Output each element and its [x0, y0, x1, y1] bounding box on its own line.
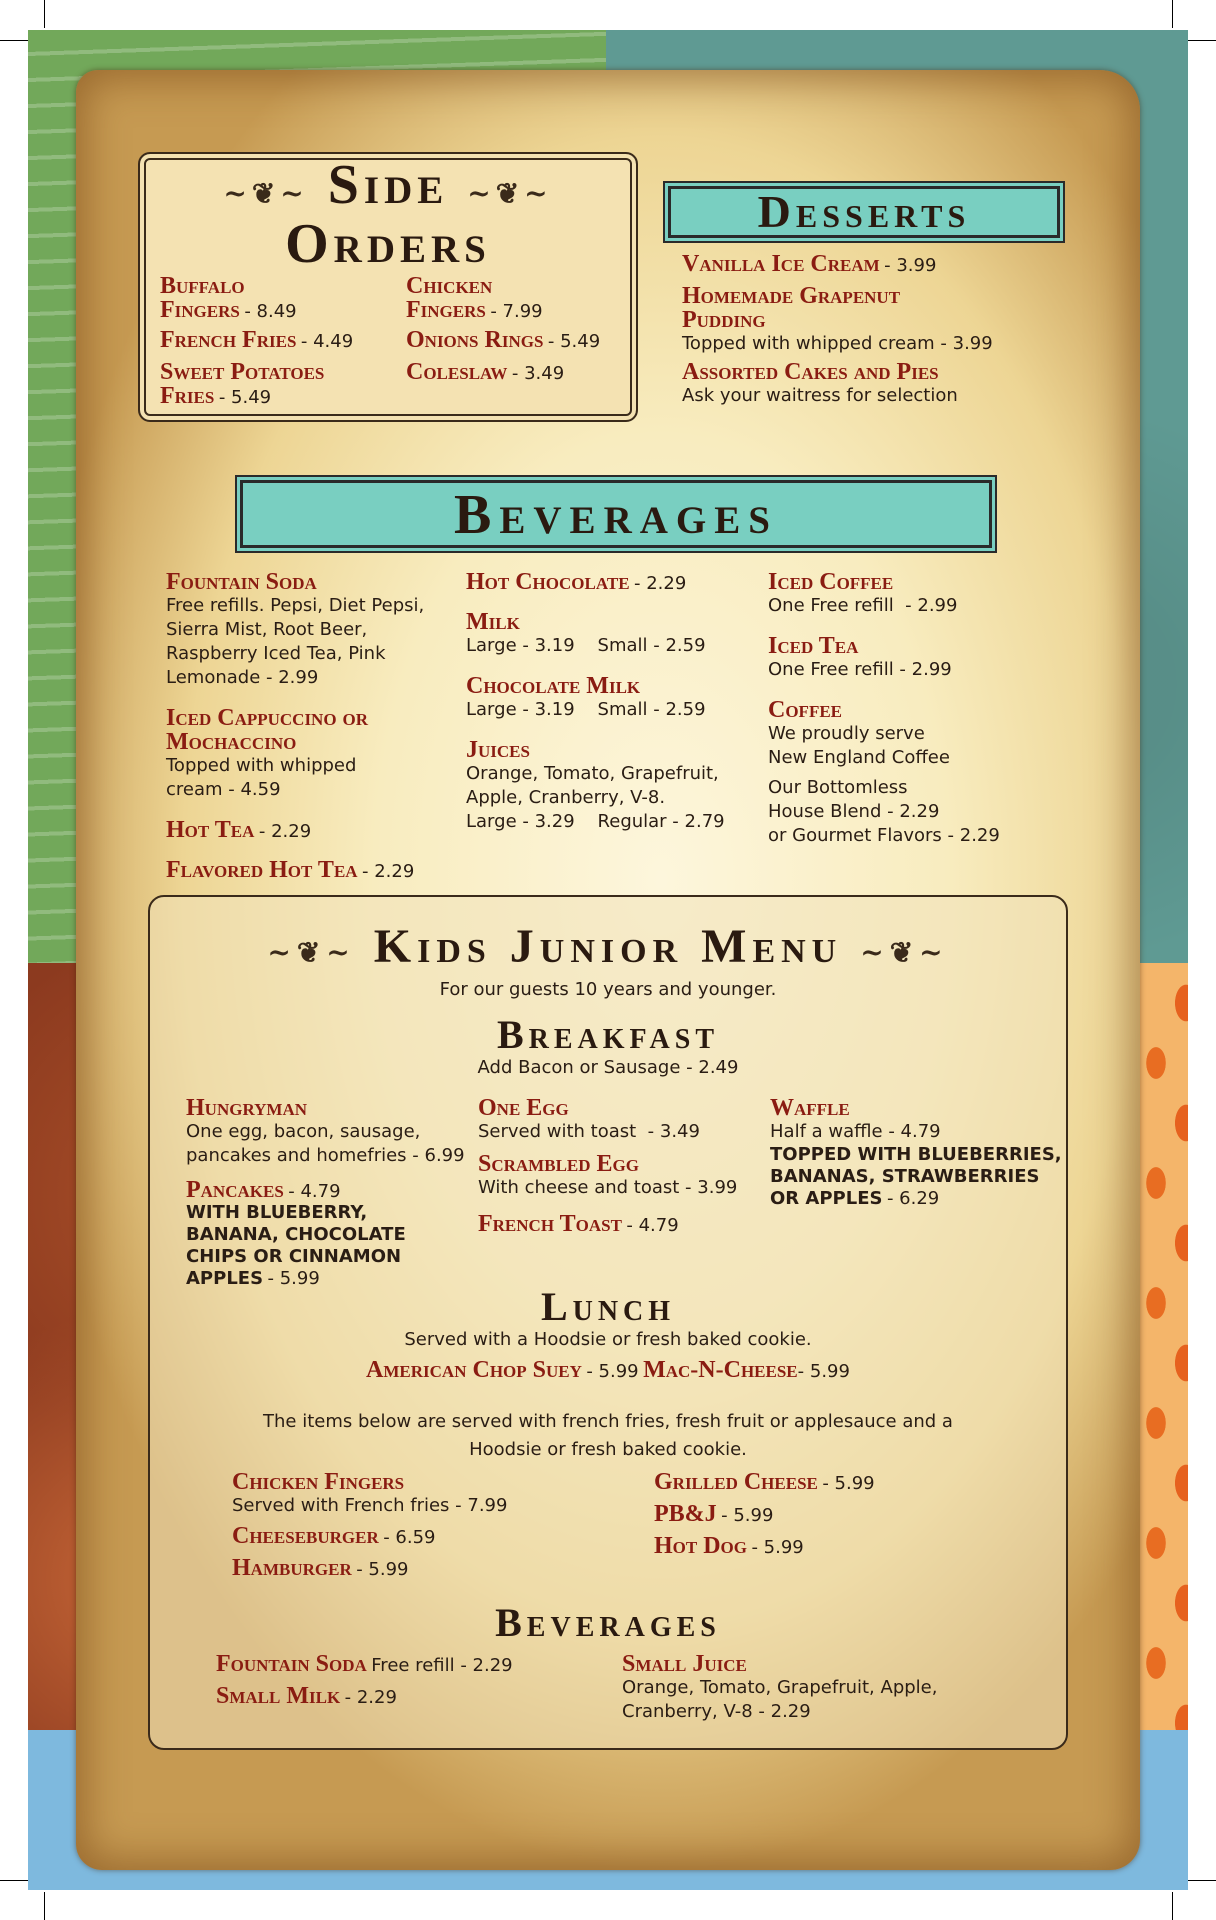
kids-scrambled-egg — [478, 1152, 737, 1200]
desserts-title: Desserts — [757, 186, 971, 237]
item-option: BANANAS, STRAWBERRIES — [770, 1166, 1040, 1187]
crop-mark — [0, 40, 28, 41]
item-description: Served with French fries - 7.99 — [232, 1495, 508, 1516]
item-name: Onions Rings — [406, 327, 544, 353]
item-price: - 7.99 — [490, 301, 543, 322]
beverage-iced-tea — [768, 634, 952, 682]
item-name: Hot Dog — [654, 1533, 748, 1559]
item-name: Mac-N-Cheese — [643, 1357, 798, 1383]
item-name: American Chop Suey — [366, 1357, 582, 1383]
item-price: - 2.29 — [634, 573, 687, 594]
item-name: Assorted Cakes and Pies — [682, 359, 939, 385]
flourish-left-icon: ~❦~ — [267, 936, 356, 969]
item-price: - 3.49 — [511, 363, 565, 384]
beverage-milk — [466, 610, 706, 658]
item-price: - 2.29 — [258, 821, 312, 842]
kids-small-milk — [216, 1684, 397, 1708]
item-name: Hungryman — [186, 1095, 307, 1121]
kids-menu-title-text: Kids Junior Menu — [373, 920, 843, 973]
flourish-left-icon: ~❦~ — [223, 177, 309, 210]
side-item-french-fries — [160, 328, 353, 352]
item-price: - 5.99 — [797, 1361, 850, 1382]
item-price: - 8.49 — [244, 301, 297, 322]
item-name: Mochaccino — [166, 729, 297, 755]
item-price: - 2.29 — [362, 861, 415, 882]
item-name: Small Milk — [216, 1683, 341, 1709]
item-name: Iced Tea — [768, 633, 859, 659]
item-name: Chocolate Milk — [466, 673, 641, 699]
flourish-right-icon: ~❦~ — [860, 936, 949, 969]
item-description: Topped with whipped cream - 3.99 — [682, 333, 993, 354]
item-name: Juices — [466, 737, 530, 763]
item-description: Lemonade - 2.99 — [166, 667, 319, 688]
item-description: Sierra Mist, Root Beer, — [166, 619, 368, 640]
item-name: French Fries — [160, 327, 297, 353]
dessert-cakes-and-pies — [682, 360, 958, 408]
kids-waffle — [770, 1096, 1062, 1210]
item-description: Orange, Tomato, Grapefruit, Apple, — [622, 1677, 938, 1698]
item-name: Sweet Potatoes — [160, 359, 325, 385]
item-name: Fingers — [406, 297, 486, 323]
kids-lunch-entrees — [148, 1358, 1068, 1382]
item-name: Coleslaw — [406, 359, 508, 385]
item-price: - 5.49 — [547, 331, 601, 352]
kids-lunch-title: Lunch — [540, 1284, 676, 1329]
dessert-vanilla-ice-cream — [682, 252, 936, 276]
item-name: Fountain Soda — [216, 1651, 367, 1677]
item-description: New England Coffee — [768, 747, 950, 768]
side-orders-title-line1: Side — [327, 154, 449, 216]
item-name: Homemade Grapenut — [682, 283, 901, 309]
item-name: Hot Tea — [166, 817, 255, 843]
side-item-sweet-potato-fries — [160, 360, 324, 408]
item-description: or Gourmet Flavors - 2.29 — [768, 825, 1000, 846]
crop-mark — [0, 1880, 28, 1881]
item-option: APPLES — [186, 1268, 264, 1289]
side-item-buffalo-fingers — [160, 274, 297, 322]
item-price: - 5.99 — [822, 1473, 875, 1494]
crop-mark — [1188, 1880, 1216, 1881]
item-name: Scrambled Egg — [478, 1151, 639, 1177]
item-name: Fountain Soda — [166, 569, 317, 595]
flourish-right-icon: ~❦~ — [467, 177, 553, 210]
item-name: Pancakes — [186, 1177, 284, 1203]
kids-french-toast — [478, 1212, 679, 1236]
item-name: Hot Chocolate — [466, 569, 630, 595]
beverage-juices — [466, 738, 725, 834]
item-price: - 6.29 — [886, 1188, 940, 1209]
kids-lunch-note: Served with a Hoodsie or fresh baked cookie. — [404, 1329, 812, 1350]
item-description: cream - 4.59 — [166, 779, 281, 800]
item-description: House Blend - 2.29 — [768, 801, 940, 822]
item-price: - 5.99 — [751, 1537, 804, 1558]
item-option: CHIPS OR CINNAMON — [186, 1246, 402, 1267]
item-name: Vanilla Ice Cream — [682, 251, 880, 277]
item-name: One Egg — [478, 1095, 569, 1121]
item-price: - 2.29 — [344, 1687, 397, 1708]
kids-menu-title — [148, 922, 1068, 978]
kids-beverages-title: Beverages — [495, 1600, 721, 1645]
kids-pancakes — [186, 1178, 406, 1290]
kids-breakfast-title: Breakfast — [496, 1012, 720, 1057]
item-description: We proudly serve — [768, 723, 925, 744]
item-description: Cranberry, V-8 - 2.29 — [622, 1701, 811, 1722]
item-description: Free refills. Pepsi, Diet Pepsi, — [166, 595, 425, 616]
item-name: Hamburger — [232, 1555, 352, 1581]
crop-mark — [1172, 1892, 1173, 1920]
kids-one-egg — [478, 1096, 700, 1144]
item-name: French Toast — [478, 1211, 622, 1237]
kids-small-juice — [622, 1652, 937, 1724]
item-option: TOPPED WITH BLUEBERRIES, — [770, 1144, 1062, 1165]
item-description: With cheese and toast - 3.99 — [478, 1177, 738, 1198]
item-name: Chicken — [406, 273, 493, 299]
item-description: Our Bottomless — [768, 777, 908, 798]
item-name: Pudding — [682, 307, 766, 333]
item-description: Ask your waitress for selection — [682, 385, 958, 406]
kids-pbj — [654, 1502, 773, 1526]
desserts-banner — [668, 186, 1060, 238]
item-price: - 5.49 — [218, 387, 272, 408]
item-name: Milk — [466, 609, 520, 635]
item-name: Fingers — [160, 297, 240, 323]
kids-lunch-note: Hoodsie or fresh baked cookie. — [469, 1439, 747, 1460]
kids-cheeseburger — [232, 1524, 436, 1548]
crop-mark — [1172, 0, 1173, 28]
side-orders-title-line2: Orders — [285, 213, 491, 275]
item-price: - 4.79 — [288, 1181, 341, 1202]
item-price: - 5.99 — [721, 1505, 774, 1526]
kids-hamburger — [232, 1556, 408, 1580]
item-description: Large - 3.29 Regular - 2.79 — [466, 811, 725, 832]
dessert-grapenut-pudding — [682, 284, 993, 356]
kids-fountain-soda — [216, 1652, 513, 1676]
beverage-fountain-soda — [166, 570, 424, 690]
item-name: Buffalo — [160, 273, 245, 299]
item-description: Topped with whipped — [166, 755, 357, 776]
item-option: BANANA, CHOCOLATE — [186, 1224, 406, 1245]
item-description: Raspberry Iced Tea, Pink — [166, 643, 386, 664]
item-name: Small Juice — [622, 1651, 747, 1677]
kids-menu-subtitle: For our guests 10 years and younger. — [439, 979, 777, 1000]
crop-mark — [44, 0, 45, 28]
item-price: - 4.79 — [626, 1215, 679, 1236]
item-description: Large - 3.19 Small - 2.59 — [466, 635, 706, 656]
item-price: - 5.99 — [356, 1559, 409, 1580]
item-name: Grilled Cheese — [654, 1469, 818, 1495]
beverage-iced-cappuccino — [166, 706, 368, 802]
beverage-flavored-hot-tea — [166, 858, 414, 882]
side-item-coleslaw — [406, 360, 564, 384]
item-name: PB&J — [654, 1501, 717, 1527]
side-item-onion-rings — [406, 328, 600, 352]
beverage-coffee — [768, 698, 1000, 848]
beverage-hot-chocolate — [466, 570, 686, 594]
item-description: One Free refill - 2.99 — [768, 659, 952, 680]
item-description: One Free refill - 2.99 — [768, 595, 958, 616]
crop-mark — [44, 1892, 45, 1920]
item-price: - 3.99 — [884, 255, 937, 276]
kids-lunch-note: The items below are served with french fries, fresh fruit or applesauce and a — [263, 1411, 953, 1432]
item-option: OR APPLES — [770, 1188, 883, 1209]
kids-breakfast-note: Add Bacon or Sausage - 2.49 — [477, 1057, 739, 1078]
beverage-hot-tea — [166, 818, 311, 842]
beverages-title: Beverages — [454, 484, 778, 546]
item-name: Coffee — [768, 697, 843, 723]
kids-hot-dog — [654, 1534, 804, 1558]
kids-chicken-fingers — [232, 1470, 507, 1518]
kids-grilled-cheese — [654, 1470, 875, 1494]
item-name: Cheeseburger — [232, 1523, 379, 1549]
item-name: Fries — [160, 383, 215, 409]
item-option: WITH BLUEBERRY, — [186, 1202, 368, 1223]
item-name: Waffle — [770, 1095, 850, 1121]
beverage-chocolate-milk — [466, 674, 706, 722]
item-price: Free refill - 2.29 — [371, 1655, 513, 1676]
item-description: Half a waffle - 4.79 — [770, 1121, 941, 1142]
item-name: Flavored Hot Tea — [166, 857, 358, 883]
item-description: One egg, bacon, sausage, — [186, 1121, 421, 1142]
item-description: Orange, Tomato, Grapefruit, — [466, 763, 719, 784]
item-price: - 5.99 — [586, 1361, 639, 1382]
item-price: - 4.49 — [300, 331, 354, 352]
side-item-chicken-fingers — [406, 274, 543, 322]
item-description: pancakes and homefries - 6.99 — [186, 1145, 465, 1166]
kids-hungryman — [186, 1096, 465, 1168]
item-name: Chicken Fingers — [232, 1469, 405, 1495]
item-price: - 6.59 — [383, 1527, 436, 1548]
item-price: - 5.99 — [267, 1268, 320, 1289]
beverage-iced-coffee — [768, 570, 957, 618]
crop-mark — [1188, 40, 1216, 41]
item-description: Served with toast - 3.49 — [478, 1121, 700, 1142]
item-name: Iced Coffee — [768, 569, 894, 595]
item-description: Large - 3.19 Small - 2.59 — [466, 699, 706, 720]
side-orders-title — [138, 154, 638, 275]
beverages-banner — [240, 480, 992, 548]
item-name: Iced Cappuccino or — [166, 705, 369, 731]
item-description: Apple, Cranberry, V-8. — [466, 787, 666, 808]
